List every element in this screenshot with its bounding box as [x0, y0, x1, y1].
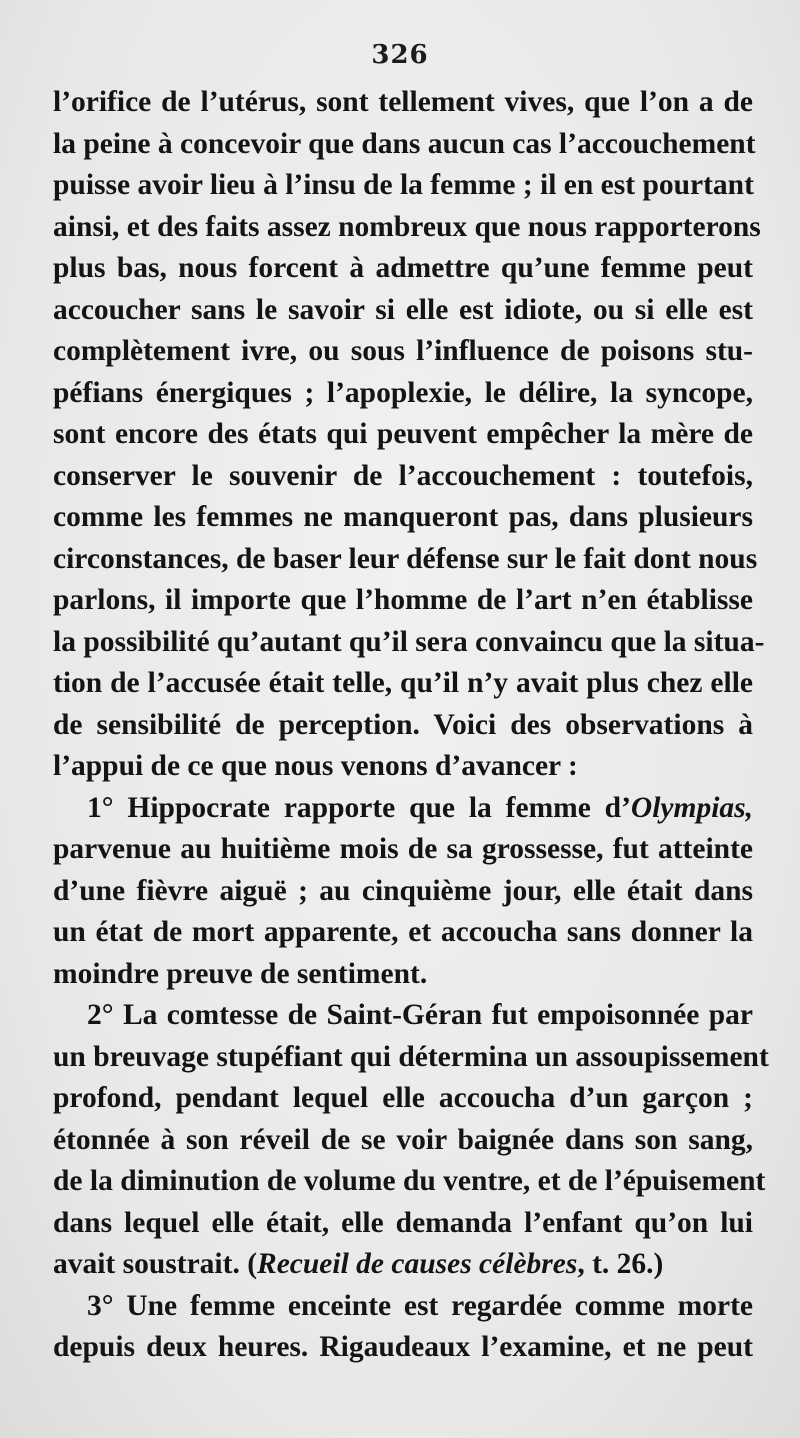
- text-line-item-1: [53, 788, 753, 830]
- text-line: la peine à concevoir que dans aucun cas l’accouchement: [53, 127, 756, 160]
- text-line: parvenue au huitième mois de sa grossesse, fut atteinte: [53, 833, 753, 865]
- text-segment: avait soustrait. (: [53, 1248, 258, 1280]
- text-line: accoucher sans le savoir si elle est idiote, ou si elle est: [53, 293, 753, 326]
- text-segment: , t. 26.): [577, 1248, 664, 1280]
- text-segment: 1° Hippocrate rapporte que la femme d’: [87, 791, 631, 824]
- text-line: la possibilité qu’autant qu’il sera convaincu que la situa-: [53, 625, 765, 658]
- text-line: circonstances, de baser leur défense sur le fait dont nous: [53, 542, 758, 575]
- text-line: profond, pendant lequel elle accoucha d’un garçon ;: [53, 1082, 753, 1114]
- text-line: complètement ivre, ou sous l’influence de poisons stu-: [53, 335, 753, 367]
- text-line: moindre preuve de sentiment.: [53, 957, 428, 990]
- text-line: péfians énergiques ; l’apoplexie, le délire, la syncope,: [53, 376, 753, 409]
- text-line: conserver le souvenir de l’accouchement : toutefois,: [53, 459, 753, 492]
- text-line: parlons, il importe que l’homme de l’art n’en établisse: [53, 584, 753, 616]
- text-line: étonnée à son réveil de se voir baignée dans son sang,: [53, 1123, 753, 1156]
- text-line: sont encore des états qui peuvent empêcher la mère de: [53, 418, 753, 450]
- text-line-item-2: 2° La comtesse de Saint-Géran fut empoisonnée par: [87, 999, 753, 1031]
- text-line: plus bas, nous forcent à admettre qu’une femme peut: [53, 252, 753, 284]
- text-line: tion de l’accusée était telle, qu’il n’y avait plus chez elle: [53, 667, 753, 699]
- text-line: un état de mort apparente, et accoucha sans donner la: [53, 916, 753, 948]
- text-line: puisse avoir lieu à l’insu de la femme ; il en est pourtant: [53, 169, 754, 201]
- text-line-item-3: 3° Une femme enceinte est regardée comme morte: [87, 1289, 753, 1322]
- text-line: l’orifice de l’utérus, sont tellement vives, que l’on a de: [53, 86, 753, 118]
- page-number: 326: [371, 40, 429, 70]
- text-line: l’appui de ce que nous venons d’avancer :: [53, 750, 578, 782]
- text-line: d’une fièvre aiguë ; au cinquième jour, elle était dans: [53, 874, 753, 907]
- italic-name: Olympias,: [630, 791, 753, 824]
- text-line: comme les femmes ne manqueront pas, dans plusieurs: [53, 501, 753, 533]
- italic-citation: Recueil de causes célèbres: [257, 1248, 578, 1280]
- text-line-citation: [53, 1244, 753, 1286]
- text-line: de la diminution de volume du ventre, et de l’épuisement: [53, 1165, 766, 1197]
- text-line: depuis deux heures. Rigaudeaux l’examine, et ne peut: [53, 1331, 753, 1363]
- text-line: ainsi, et des faits assez nombreux que nous rapporterons: [53, 210, 761, 243]
- text-line: un breuvage stupéfiant qui détermina un assoupissement: [53, 1040, 769, 1073]
- text-line: dans lequel elle était, elle demanda l’enfant qu’on lui: [53, 1206, 753, 1239]
- body-text: [53, 82, 769, 1369]
- text-line: de sensibilité de perception. Voici des observations à: [53, 708, 753, 741]
